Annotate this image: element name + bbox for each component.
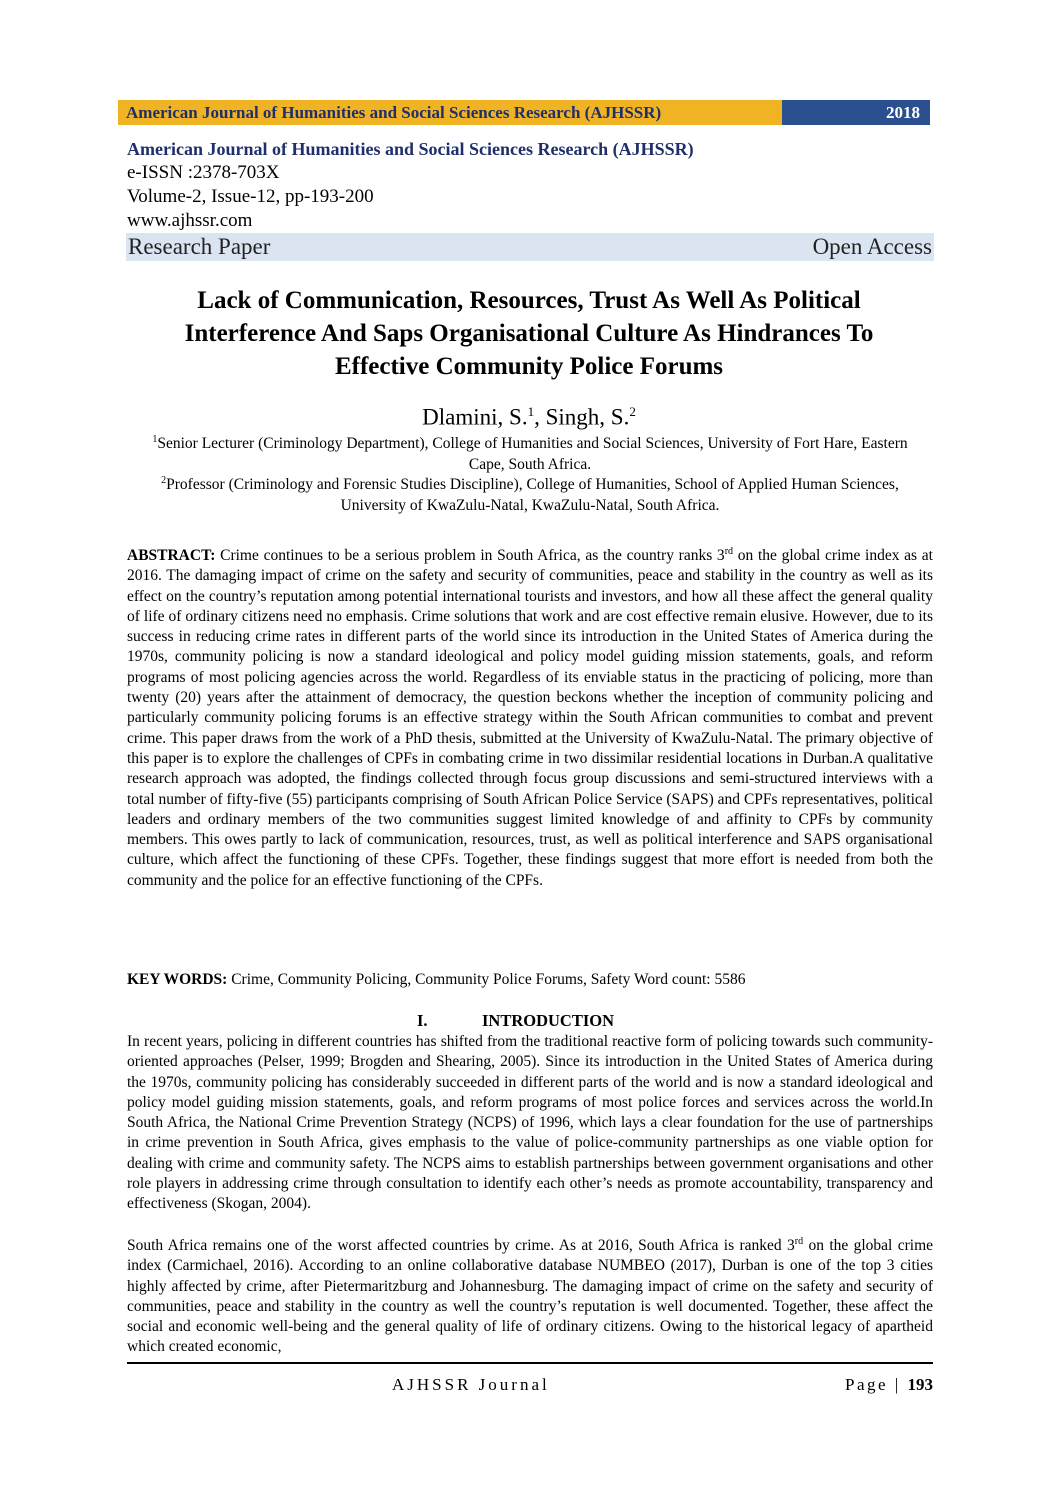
author-1: Dlamini, S. [422, 404, 528, 430]
affiliation-2-mark: 2 [161, 475, 167, 486]
keywords [127, 970, 933, 990]
author-2-affil-mark: 2 [629, 404, 636, 419]
journal-volume: Volume-2, Issue-12, pp-193-200 [127, 186, 374, 207]
section-number: I. [417, 1011, 428, 1030]
running-header-journal: American Journal of Humanities and Social Sciences Research (AJHSSR) [118, 100, 782, 125]
keywords-label: KEY WORDS: [127, 971, 228, 988]
abstract-label: ABSTRACT: [127, 547, 216, 564]
footer-journal: AJHSSR Journal [392, 1375, 550, 1394]
paper-title [110, 284, 948, 383]
open-access-label: Open Access [812, 234, 932, 259]
journal-issn: e-ISSN :2378-703X [127, 162, 280, 183]
paper-type-label: Research Paper [128, 234, 271, 259]
author-list [0, 397, 1058, 433]
author-separator: , [534, 404, 546, 430]
author-2: Singh, S. [545, 404, 630, 430]
page-footer [127, 1362, 933, 1394]
abstract [127, 546, 933, 891]
footer-page-number: 193 [907, 1375, 933, 1394]
intro-paragraph-2-text-2: on the global crime index (Carmichael, 2016). According to an online collaborative database NUMBEO (2017), Durban is one of the top 3 cities highly affected by crime, after Pietermaritzburg and Johannesburg. The damaging impact of crime on the safety and security of communities, peace and stability in the country as well the country’s reputation is well documented. Together, these affect the social and economic well-being and the general quality of life of ordinary citizens. Owing to the historical legacy of apartheid which created economic, [127, 1237, 934, 1356]
affiliation-2 [140, 470, 920, 516]
running-header [118, 100, 930, 125]
affiliation-1 [140, 429, 920, 475]
abstract-text-2: on the global crime index as at 2016. The damaging impact of crime on the safety and security of communities, peace and stability in the country as well as its effect on the country’s reputation among potential international tourists and investors, and how all these affect the general quality of life of ordinary citizens need no emphasis. Crime solutions that work and are cost effective remain elusive. However, due to its success in reducing crime rates in different parts of the world since its introduction in the United States of America during the 1970s, community policing is now a standard ideological and policy model guiding mission statements, goals, and reform programs of most policing agencies across the world. Regardless of its enviable status in the practicing of policing, more than twenty (20) years after the attainment of democracy, the question beckons whether the inception of community policing and particularly community policing forums is an effective strategy within the South African communities to combat and prevent crime. This paper draws from the work of a PhD thesis, submitted at the University of KwaZulu-Natal. The primary objective of this paper is to explore the challenges of CPFs in combating crime in two dissimilar residential locations in Durban.A qualitative research approach was adopted, the findings collected through focus group discussions and semi-structured interviews with a total number of fifty-five (55) participants comprising of South African Police Service (SAPS) and CPFs representatives, political leaders and ordinary members of the two communities suggest limited knowledge of and affinity to CPFs by community members. This owes partly to lack of communication, resources, trust, as well as political interference and SAPS organisational culture, which affect the functioning of these CPFs. Together, these findings suggest that more effort is needed from both the community and the police for an effective functioning of the CPFs. [127, 547, 933, 889]
affiliation-1-mark: 1 [152, 434, 158, 445]
paper-type-bar [126, 233, 934, 261]
footer-page-label: Page | [845, 1375, 908, 1394]
footer-page [845, 1375, 933, 1395]
intro-paragraph-2-superscript: rd [794, 1235, 804, 1247]
journal-name: American Journal of Humanities and Social Sciences Research (AJHSSR) [127, 139, 694, 159]
intro-paragraph-2-text-1: South Africa remains one of the worst affected countries by crime. As at 2016, South Africa is ranked 3 [127, 1237, 795, 1254]
intro-paragraph-2 [127, 1236, 933, 1358]
abstract-text-1: Crime continues to be a serious problem in South Africa, as the country ranks 3 [215, 547, 725, 564]
title-line-3: Effective Community Police Forums [334, 353, 724, 380]
title-line-2: Interference And Saps Organisational Culture As Hindrances To [184, 320, 874, 347]
journal-website: www.ajhssr.com [127, 210, 253, 231]
affiliation-2-text: Professor (Criminology and Forensic Studies Discipline), College of Humanities, School of Applied Human Sciences, University of KwaZulu-Natal, KwaZulu-Natal, South Africa. [166, 476, 899, 515]
keywords-text: Crime, Community Policing, Community Police Forums, Safety Word count: 5586 [227, 971, 746, 988]
section-title: INTRODUCTION [482, 1011, 615, 1030]
running-header-year: 2018 [782, 100, 930, 125]
journal-info [127, 137, 933, 233]
title-line-1: Lack of Communication, Resources, Trust As Well As Political [197, 287, 861, 314]
intro-paragraph-1: In recent years, policing in different countries has shifted from the traditional reactive form of policing towards such community-oriented approaches (Pelser, 1999; Brogden and Shearing, 2005). Since its introduction in the United States of America during the 1970s, community policing has considerably succeeded in different parts of the world and is now a standard ideological and policy model guiding mission statements, goals, and reform programs of most police forces and services across the world.In South Africa, the National Crime Prevention Strategy (NCPS) of 1996, which lays a clear foundation for the use of partnerships in crime prevention in South Africa, gives emphasis to the value of police-community partnerships as one viable option for dealing with crime and community safety. The NCPS aims to establish partnerships between government organisations and other role players in addressing crime through consultation to identify each other’s needs as promote accountability, transparency and effectiveness (Skogan, 2004). [127, 1033, 933, 1213]
author-1-affil-mark: 1 [527, 404, 535, 419]
affiliation-1-text: Senior Lecturer (Criminology Department), College of Humanities and Social Sciences, University of Fort Hare, Eastern Cape, South Africa. [157, 435, 908, 474]
abstract-superscript: rd [724, 545, 734, 557]
